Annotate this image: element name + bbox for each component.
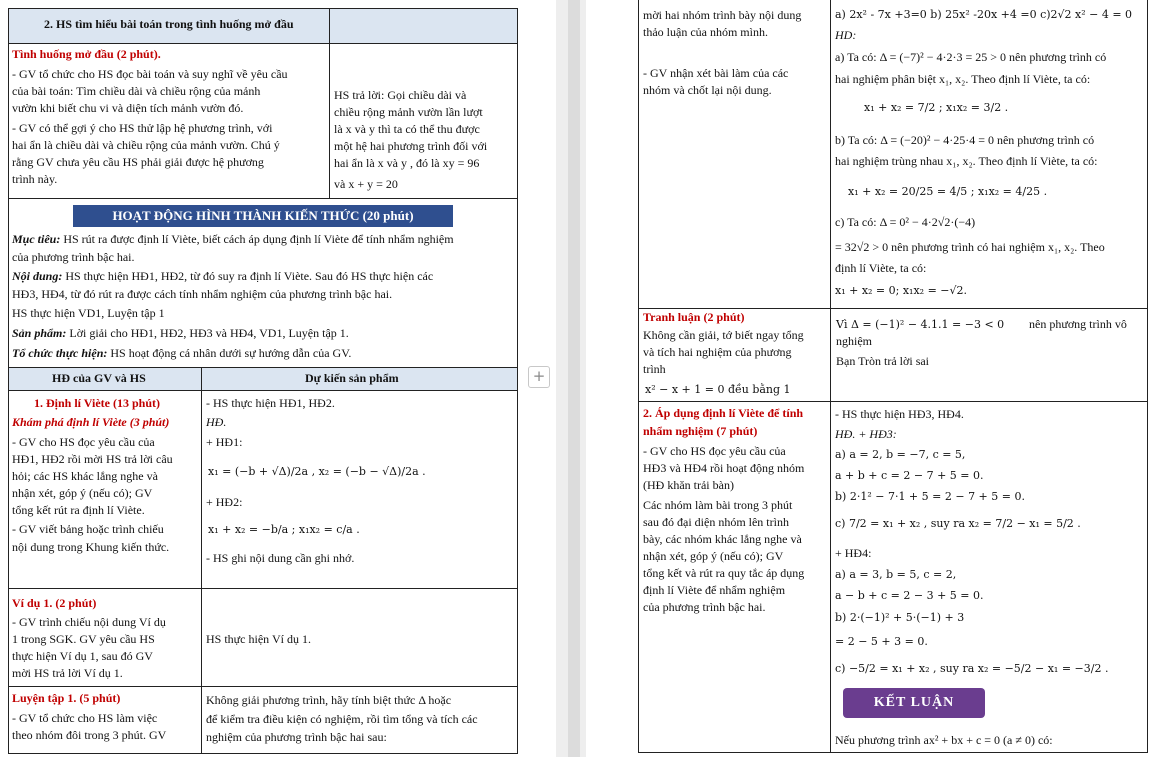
situation-answer-line: chiều rộng mảnh vườn lần lượt — [334, 105, 483, 119]
solution-c: c) Ta có: Δ = 0² − 4·2√2·(−4) — [835, 215, 976, 229]
apply-result: - HS thực hiện HĐ3, HĐ4. — [835, 407, 964, 421]
solution-a: a) Ta có: Δ = (−7)² − 4·2·3 = 25 > 0 nên phương trình có — [835, 50, 1107, 64]
situation-answer-line: một hệ hai phương trình đối với — [334, 139, 488, 153]
situation-line: vườn khi biết chu vi và diện tích mảnh vườn đó. — [12, 101, 244, 115]
viete-line: - GV cho HS đọc yêu cầu của — [12, 435, 155, 449]
viete-formula-roots: x₁ = (−b + √Δ)/2a , x₂ = (−b − √Δ)/2a . — [208, 465, 426, 478]
viete-line: nhận xét, góp ý (nếu có); GV — [12, 486, 153, 500]
apply-line: - GV cho HS đọc yêu cầu của — [643, 444, 786, 458]
left-page — [0, 0, 556, 757]
practice-title: Luyện tập 1. (5 phút) — [12, 691, 121, 705]
viete-line: - GV viết bảng hoặc trình chiếu — [12, 522, 164, 536]
debate-line: trình — [643, 362, 666, 376]
apply-result: = 2 − 5 + 3 = 0. — [835, 635, 928, 648]
apply-title: nhẩm nghiệm (7 phút) — [643, 424, 758, 438]
viete-result: + HĐ2: — [206, 495, 243, 509]
apply-line: (HĐ khăn trải bàn) — [643, 478, 734, 492]
debate-title: Tranh luận (2 phút) — [643, 310, 745, 324]
apply-title: 2. Áp dụng định lí Viète để tính — [643, 406, 804, 420]
continued-line: - GV nhận xét bài làm của các — [643, 66, 789, 80]
viete-result: + HĐ1: — [206, 435, 243, 449]
situation-answer-line: HS trả lời: Gọi chiều dài và — [334, 88, 467, 102]
hint-label: HD: — [835, 28, 857, 42]
apply-line: sau đó đại diện nhóm lên trình — [643, 515, 789, 529]
apply-result: c) 7/2 = x₁ + x₂ , suy ra x₂ = 7/2 − x₁ = 5/2 . — [835, 517, 1081, 530]
page-divider-scrollbar[interactable] — [568, 0, 580, 757]
debate-line: Không cần giải, tớ biết ngay tổng — [643, 328, 804, 342]
viete-line: HĐ1, HĐ2 rồi mời HS trả lời câu — [12, 452, 173, 466]
content-line-3: HS thực hiện VD1, Luyện tập 1 — [12, 306, 165, 320]
debate-equation: x² − x + 1 = 0 đều bằng 1 — [645, 383, 791, 396]
apply-result: c) −5/2 = x₁ + x₂ , suy ra x₂ = −5/2 − x₁ = −3/2 . — [835, 662, 1109, 675]
apply-result: + HĐ4: — [835, 546, 872, 560]
viete-line: tổng kết rút ra định lí Viète. — [12, 503, 145, 517]
section-header-empty-cell — [329, 8, 518, 44]
solution-c: = 32√2 > 0 nên phương trình có hai nghiệm x₁, x₂. Theo — [835, 240, 1105, 254]
continued-line: nhóm và chốt lại nội dung. — [643, 83, 772, 97]
viete-title: 1. Định lí Viète (13 phút) — [34, 396, 161, 410]
example-answer: HS thực hiện Ví dụ 1. — [206, 632, 311, 646]
right-page — [586, 0, 1152, 757]
apply-result: b) 2·(−1)² + 5·(−1) + 3 — [835, 611, 965, 624]
situation-answer-line: và x + y = 20 — [334, 177, 398, 191]
goal-line: Mục tiêu: HS rút ra được định lí Viète, biết cách áp dụng định lí Viète để tính nhẩm nghiệm — [12, 232, 454, 246]
content-line-2: HĐ3, HĐ4, từ đó rút ra được cách tính nhẩm nghiệm của phương trình bậc hai. — [12, 287, 393, 301]
continued-line: mời hai nhóm trình bày nội dung — [643, 8, 802, 22]
viete-result: HĐ. — [206, 415, 227, 429]
practice-answer-line: nghiệm của phương trình bậc hai sau: — [206, 730, 387, 744]
row-divider — [8, 686, 518, 687]
product-line: Sản phẩm: Lời giải cho HĐ1, HĐ2, HĐ3 và HĐ4, VD1, Luyện tập 1. — [12, 326, 349, 340]
debate-line: và tích hai nghiệm của phương — [643, 345, 792, 359]
apply-result: a) a = 2, b = −7, c = 5, — [835, 448, 966, 461]
practice-line: theo nhóm đôi trong 3 phút. GV — [12, 728, 167, 742]
conclusion-banner: KẾT LUẬN — [843, 688, 985, 718]
viete-subtitle: Khám phá định lí Viète (3 phút) — [12, 415, 170, 429]
apply-line: của phương trình bậc hai. — [643, 600, 766, 614]
solution-b-formula: x₁ + x₂ = 20/25 = 4/5 ; x₁x₂ = 4/25 . — [848, 185, 1048, 198]
apply-line: định lí Viète để nhẩm nghiệm — [643, 583, 786, 597]
debate-answer: nên phương trình vô — [1029, 317, 1127, 331]
col2-header: Dự kiến sản phẩm — [305, 371, 399, 385]
situation-right-cell — [329, 43, 518, 199]
apply-line: nhận xét, góp ý (nếu có); GV — [643, 549, 784, 563]
solution-a-formula: x₁ + x₂ = 7/2 ; x₁x₂ = 3/2 . — [864, 101, 1009, 114]
solution-b: hai nghiệm trùng nhau x₁, x₂. Theo định lí Viète, ta có: — [835, 154, 1098, 168]
situation-line: - GV tổ chức cho HS đọc bài toán và suy nghĩ về yêu cầu — [12, 67, 288, 81]
viete-line: hỏi; các HS khác lắng nghe và — [12, 469, 158, 483]
debate-answer: Vì Δ = (−1)² − 4.1.1 = −3 < 0 — [836, 318, 1005, 331]
content-line: Nội dung: HS thực hiện HĐ1, HĐ2, từ đó suy ra định lí Viète. Sau đó HS thực hiện các — [12, 269, 434, 283]
situation-line: trình này. — [12, 172, 58, 186]
row-divider — [8, 588, 518, 589]
practice-answer-line: để kiểm tra điều kiện có nghiệm, rồi tìm tổng và tích các — [206, 712, 478, 726]
section-title: 2. HS tìm hiểu bài toán trong tình huống mở đầu — [44, 17, 294, 31]
example-line: thực hiện Ví dụ 1, sau đó GV — [12, 649, 153, 663]
solution-b: b) Ta có: Δ = (−20)² − 4·25·4 = 0 nên phương trình có — [835, 133, 1095, 147]
situation-title: Tình huống mở đầu (2 phút). — [12, 47, 161, 61]
apply-result: HĐ. + HĐ3: — [835, 427, 897, 441]
apply-line: tổng kết và rút ra quy tắc áp dụng — [643, 566, 805, 580]
knowledge-banner: HOẠT ĐỘNG HÌNH THÀNH KIẾN THỨC (20 phút) — [73, 205, 453, 227]
org-line: Tổ chức thực hiện: HS hoạt động cá nhân dưới sự hướng dẫn của GV. — [12, 346, 352, 360]
add-page-button[interactable]: + — [528, 366, 550, 388]
viete-formula-sum-product: x₁ + x₂ = −b/a ; x₁x₂ = c/a . — [208, 523, 360, 536]
continued-left-cell — [638, 0, 831, 309]
solution-c-formula: x₁ + x₂ = 0; x₁x₂ = −√2. — [835, 284, 968, 297]
debate-answer: Bạn Tròn trả lời sai — [836, 354, 930, 368]
debate-answer: nghiệm — [836, 334, 872, 348]
situation-line: - GV có thể gợi ý cho HS thử lập hệ phương trình, với — [12, 121, 273, 135]
goal-line-2: của phương trình bậc hai. — [12, 250, 135, 264]
apply-line: HĐ3 và HĐ4 rồi hoạt động nhóm — [643, 461, 805, 475]
situation-answer-line: hai ẩn là x và y , đó là xy = 96 — [334, 156, 480, 170]
situation-line: của bài toán: Tìm chiều dài và chiều rộng của mảnh — [12, 84, 261, 98]
situation-line: hai ẩn là chiều dài và chiều rộng của mảnh vườn. Chú ý — [12, 138, 280, 152]
situation-line: rằng GV chưa yêu cầu HS phải giải được hệ phương — [12, 155, 264, 169]
conclusion-text: Nếu phương trình ax² + bx + c = 0 (a ≠ 0) có: — [835, 733, 1053, 747]
apply-result: a − b + c = 2 − 3 + 5 = 0. — [835, 589, 984, 602]
solution-a: hai nghiệm phân biệt x₁, x₂. Theo định lí Viète, ta có: — [835, 72, 1091, 86]
apply-result: b) 2·1² − 7·1 + 5 = 2 − 7 + 5 = 0. — [835, 490, 1025, 503]
continued-line: thảo luận của nhóm mình. — [643, 25, 768, 39]
example-line: 1 trong SGK. GV yêu cầu HS — [12, 632, 155, 646]
example-line: mời HS trả lời Ví dụ 1. — [12, 666, 123, 680]
apply-line: bày, các nhóm khác lắng nghe và — [643, 532, 802, 546]
solution-c: định lí Viète, ta có: — [835, 261, 927, 275]
apply-line: Các nhóm làm bài trong 3 phút — [643, 498, 793, 512]
example-title: Ví dụ 1. (2 phút) — [12, 596, 97, 610]
viete-result: - HS ghi nội dung cần ghi nhớ. — [206, 551, 355, 565]
example-line: - GV trình chiếu nội dung Ví dụ — [12, 615, 166, 629]
viete-line: nội dung trong Khung kiến thức. — [12, 540, 170, 554]
exercise-equations: a) 2x² - 7x +3=0 b) 25x² -20x +4 =0 c)2√2 x² − 4 = 0 — [835, 8, 1133, 21]
apply-result: a) a = 3, b = 5, c = 2, — [835, 568, 957, 581]
apply-result: a + b + c = 2 − 7 + 5 = 0. — [835, 469, 984, 482]
situation-answer-line: là x và y thì ta có thể thu được — [334, 122, 480, 136]
practice-answer-line: Không giải phương trình, hãy tính biệt thức Δ hoặc — [206, 693, 452, 707]
viete-result: - HS thực hiện HĐ1, HĐ2. — [206, 396, 335, 410]
practice-line: - GV tổ chức cho HS làm việc — [12, 711, 158, 725]
col1-header: HĐ của GV và HS — [52, 371, 146, 385]
